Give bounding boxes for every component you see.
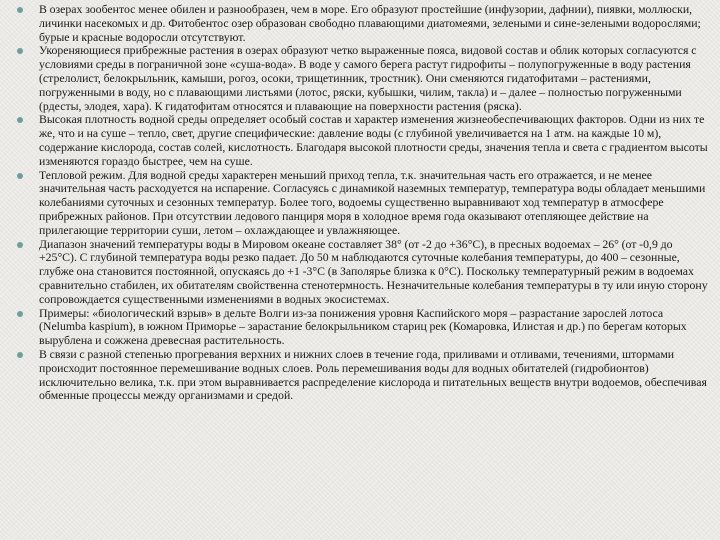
paragraph-text: Примеры: «биологический взрыв» в дельте Волги из-за понижения уровня Каспийского моря – разрастание зарослей лотоса (Nelumba kaspium), в южном Приморье – зарастание белокрыльником стариц рек (Комаровка, Илистая и др.) по берегам которых вырублена и сожжена древесная растительность.	[39, 305, 687, 348]
bullet-icon	[17, 311, 23, 317]
bullet-list	[14, 3, 710, 403]
list-item	[14, 238, 710, 307]
bullet-icon	[17, 48, 23, 54]
paragraph-text: Высокая плотность водной среды определяет особый состав и характер изменения жизнеобеспечивающих факторов. Одни из них те же, что и на суше – тепло, свет, другие специфические: давление воды (с глубиной увеличивается на 1 атм. на каждые 10 м), содержание кислорода, состав солей, кислотность. Благодаря высокой плотности среды, значения тепла и света с градиентом высоты изменяются гораздо быстрее, чем на суше.	[39, 112, 708, 168]
list-item	[14, 169, 710, 238]
list-item	[14, 307, 710, 348]
bullet-icon	[17, 117, 23, 123]
list-item	[14, 113, 710, 168]
paragraph-text: В связи с разной степенью прогревания верхних и нижних слоев в течение года, приливами и отливами, течениями, штормами происходит постоянное перемешивание водных слоев. Роль перемешивания воды для водных обитателей (гидробионтов) исключительно велика, т.к. при этом выравнивается распределение кислорода и питательных веществ внутри водоемов, обеспечивая обменные процессы между организмами и средой.	[39, 346, 707, 403]
paragraph-text: Тепловой режим. Для водной среды характерен меньший приход тепла, т.к. значительная часть его отражается, и не менее значительная часть расходуется на испарение. Согласуясь с динамикой наземных температур, температура воды обладает меньшими колебаниями суточных и сезонных температур. Более того, водоемы существенно выравнивают ход температур в атмосфере прибрежных районов. При отсутствии ледового панциря моря в холодное время года оказывают отепляющее действие на прилегающие территории суши, летом – охлаждающее и увлажняющее.	[39, 167, 706, 237]
paragraph-text: Диапазон значений температуры воды в Мировом океане составляет 38° (от -2 до +36°С), в пресных водоемах – 26° (от -0,9 до +25°С). С глубиной температура воды резко падает. До 50 м наблюдаются суточные колебания температуры, до 400 – сезонные, глубже она становится постоянной, опускаясь до +1 -3°С (в Заполярье близка к 0°С). Поскольку температурный режим в водоемах сравнительно стабилен, их обитателям свойственна стенотермность. Незначительные колебания температуры в ту или иную сторону сопровождается существенными изменениями в водных экосистемах.	[39, 236, 708, 306]
list-item	[14, 348, 710, 403]
bullet-icon	[17, 242, 23, 248]
list-item	[14, 3, 710, 44]
bullet-icon	[17, 7, 23, 13]
bullet-icon	[17, 173, 23, 179]
paragraph-text: Укореняющиеся прибрежные растения в озерах образуют четко выраженные пояса, видовой состав и облик которых согласуются с условиями среды в пограничной зоне «суша-вода». В воде у самого берега растут гидрофиты – полупогруженные в воду растения (стрелолист, белокрыльник, камыши, рогоз, осоки, трищетинник, тростник). Они сменяются гидатофитами – растениями, погруженными в воду, но с плавающими листьями (лотос, ряски, кубышки, чилим, такла) и – далее – полностью погруженными (рдесты, элодея, хара). К гидатофитам относятся и плавающие на поверхности растения (ряска).	[39, 43, 697, 113]
paragraph-text: В озерах зообентос менее обилен и разнообразен, чем в море. Его образуют простейшие (инфузории, дафнии), пиявки, моллюски, личинки насекомых и др. Фитобентос озер образован свободно плавающими диатомеями, зелеными и сине-зелеными водорослями; бурые и красные водоросли отсутствуют.	[39, 2, 701, 44]
bullet-icon	[17, 352, 23, 358]
list-item	[14, 44, 710, 113]
